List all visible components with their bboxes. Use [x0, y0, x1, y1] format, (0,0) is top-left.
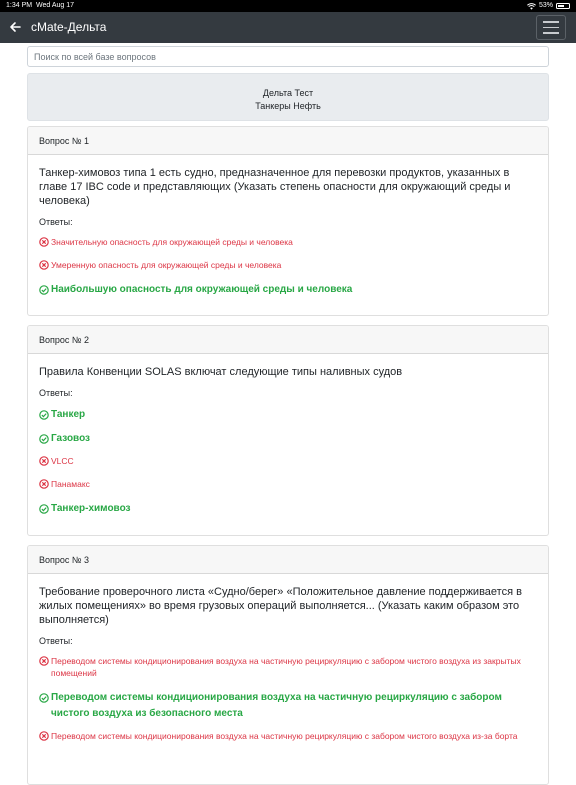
answer-text: Значительную опасность для окружающей среды и человека [51, 237, 293, 247]
question-number: Вопрос № 3 [28, 546, 548, 574]
answer-text: Танкер [51, 409, 86, 420]
answer-text: Переводом системы кондиционирования воздуха на частичную рециркуляцию с забором чистого воздуха из закрытых помещений [51, 656, 521, 678]
answer-item [39, 655, 537, 679]
answer-text: Панамакс [51, 479, 90, 489]
answer-text: Танкер-химовоз [51, 503, 131, 514]
answers-label: Ответы: [39, 388, 73, 398]
battery-icon [556, 3, 570, 9]
question-text: Правила Конвенции SOLAS включат следующие типы наливных судов [39, 366, 403, 378]
check-circle-icon [39, 693, 49, 703]
answer-text: Умеренную опасность для окружающей среды и человека [51, 260, 282, 270]
answer-text: Газовоз [51, 433, 91, 444]
question-text: Танкер-химовоз типа 1 есть судно, предназначенное для перевозки продуктов, указанных в главе 17 IBC code и представляющих (Указать степень опасности для окружающий среды и человека) [39, 167, 511, 207]
answer-item [39, 501, 537, 517]
x-circle-icon [39, 456, 49, 466]
test-subtitle: Танкеры Нефть [255, 101, 321, 111]
x-circle-icon [39, 656, 49, 666]
navbar [0, 12, 576, 43]
question-text: Требование проверочного листа «Судно/берег» «Положительное давление поддерживается в жилых помещениях» во время грузовых операций выполняется... (Указать каким образом это выполняется) [39, 586, 522, 626]
answer-item [39, 455, 537, 467]
question-card-1 [27, 126, 549, 316]
status-time: 1:34 PM [6, 2, 33, 9]
question-card-3 [27, 545, 549, 785]
answers-label: Ответы: [39, 217, 73, 227]
question-number: Вопрос № 1 [28, 127, 548, 155]
answer-item [39, 478, 537, 490]
answers-label: Ответы: [39, 636, 73, 646]
arrow-left-icon[interactable] [6, 18, 24, 36]
check-circle-icon [39, 285, 49, 295]
x-circle-icon [39, 260, 49, 270]
answer-text: Переводом системы кондиционирования воздуха на частичную рециркуляцию с забором чистого воздуха из безопасного места [51, 692, 502, 719]
status-date: Wed Aug 17 [36, 2, 75, 9]
battery-percent: 53% [538, 2, 553, 9]
answer-item [39, 730, 537, 742]
app-title: cMate-Дельта [31, 20, 107, 34]
question-number: Вопрос № 2 [28, 326, 548, 354]
hamburger-icon[interactable] [536, 15, 566, 40]
answer-item [39, 690, 537, 722]
answer-item [39, 407, 537, 423]
x-circle-icon [39, 731, 49, 741]
check-circle-icon [39, 410, 49, 420]
check-circle-icon [39, 504, 49, 514]
status-right [527, 0, 570, 12]
answer-text: Наибольшую опасность для окружающей среды и человека [51, 284, 353, 295]
x-circle-icon [39, 479, 49, 489]
status-bar [0, 0, 576, 12]
test-header [27, 73, 549, 121]
check-circle-icon [39, 434, 49, 444]
answer-text: VLCC [51, 456, 74, 466]
answer-item [39, 259, 537, 271]
answer-item [39, 236, 537, 248]
wifi-icon [527, 3, 536, 10]
test-title: Дельта Тест [262, 88, 314, 98]
answer-text: Переводом системы кондиционирования воздуха на частичную рециркуляцию с забором чистого воздуха из-за борта [51, 731, 518, 741]
question-card-2 [27, 325, 549, 536]
search-input[interactable] [27, 46, 549, 67]
answer-item [39, 282, 537, 298]
x-circle-icon [39, 237, 49, 247]
answer-item [39, 431, 537, 447]
